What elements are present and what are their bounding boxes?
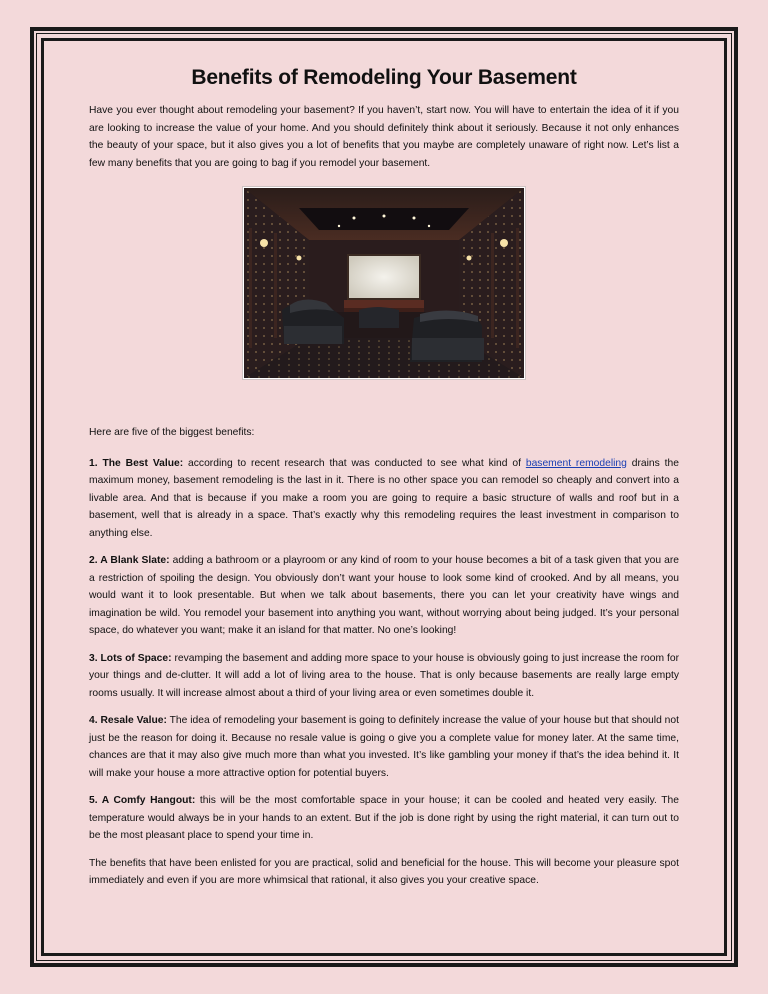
benefits-intro: Here are five of the biggest benefits: bbox=[89, 427, 255, 438]
benefit-heading: 4. Resale Value: bbox=[89, 715, 167, 726]
benefit-text: this will be the most comfortable space in your house; it can be cooled and heated very easily. The temperature would always be in your hands to an extent. But if the job is done right by using the right material, it can turn out to be the most pleasant place to spend your time in. bbox=[89, 795, 679, 841]
benefit-item bbox=[89, 650, 679, 703]
benefit-heading: 1. The Best Value: bbox=[89, 457, 184, 469]
article bbox=[89, 66, 679, 900]
benefit-heading: 2. A Blank Slate: bbox=[89, 555, 170, 566]
benefit-text: The idea of remodeling your basement is going to definitely increase the value of your house but that should not just be the reason for doing it. Because no resale value is going o give you a complete value for money later. At the same time, chances are that it may also give much more than what you invested. It’s like gambling your money if that’s the idea behind it. It will make your house a more attractive option for potential buyers. bbox=[89, 715, 679, 779]
benefit-text: revamping the basement and adding more space to your house is obviously going to just increase the room for your things and de-clutter. It will add a lot of living area to the house. That is only because basements are really large empty rooms usually. It will increase almost about a third of your living area or even sometimes double it. bbox=[89, 652, 680, 699]
basement-theater-photo bbox=[242, 186, 526, 380]
benefit-heading: 3. Lots of Space: bbox=[89, 652, 172, 664]
intro-paragraph: Have you ever thought about remodeling your basement? If you haven’t, start now. You will have to entertain the idea of it if you are looking to increase the value of your home. And you should definitely think about it seriously. Because it not only enhances the beauty of your space, but it also gives you a lot of benefits that you maybe are completely unaware of right now. Let’s list a few many benefits that you are going to bag if you remodel your basement. bbox=[89, 105, 679, 169]
home-theater-illustration bbox=[244, 188, 524, 378]
benefit-item bbox=[89, 792, 679, 845]
closing-paragraph: The benefits that have been enlisted for you are practical, solid and beneficial for the house. This will become your pleasure spot immediately and even if you are more whimsical that rational, it also gives you your creative space. bbox=[89, 857, 679, 886]
benefit-heading: 5. A Comfy Hangout: bbox=[89, 795, 196, 806]
benefit-text: drains the maximum money, basement remodeling is the last in it. There is no other space you can remodel so cheaply and convert into a livable area. And that is because if you make a room you are going to require a basic structure of walls and roof but in a basement, well that is already in a space. That’s exactly why this remodeling requires the least investment in comparison to anything else. bbox=[89, 457, 679, 539]
benefit-item bbox=[89, 712, 679, 782]
basement-remodeling-link[interactable]: basement remodeling bbox=[525, 457, 627, 469]
benefit-item bbox=[89, 552, 679, 640]
benefit-item bbox=[89, 455, 679, 543]
benefit-text: adding a bathroom or a playroom or any kind of room to your house becomes a bit of a task given that you are a restriction of spoiling the design. You obviously don’t want your house to look some kind of crooked. And by all means, you would want it to look presentable. But when we talk about basements, there you can let your creativity have wings and imagination be wild. You remodel your basement into anything you want, without worrying about being judged. It’s your personal space, do whatever you want; make it an island for that matter. No one’s looking! bbox=[89, 555, 680, 636]
benefit-text: according to recent research that was conducted to see what kind of bbox=[183, 457, 526, 469]
page-title: Benefits of Remodeling Your Basement bbox=[191, 66, 577, 89]
